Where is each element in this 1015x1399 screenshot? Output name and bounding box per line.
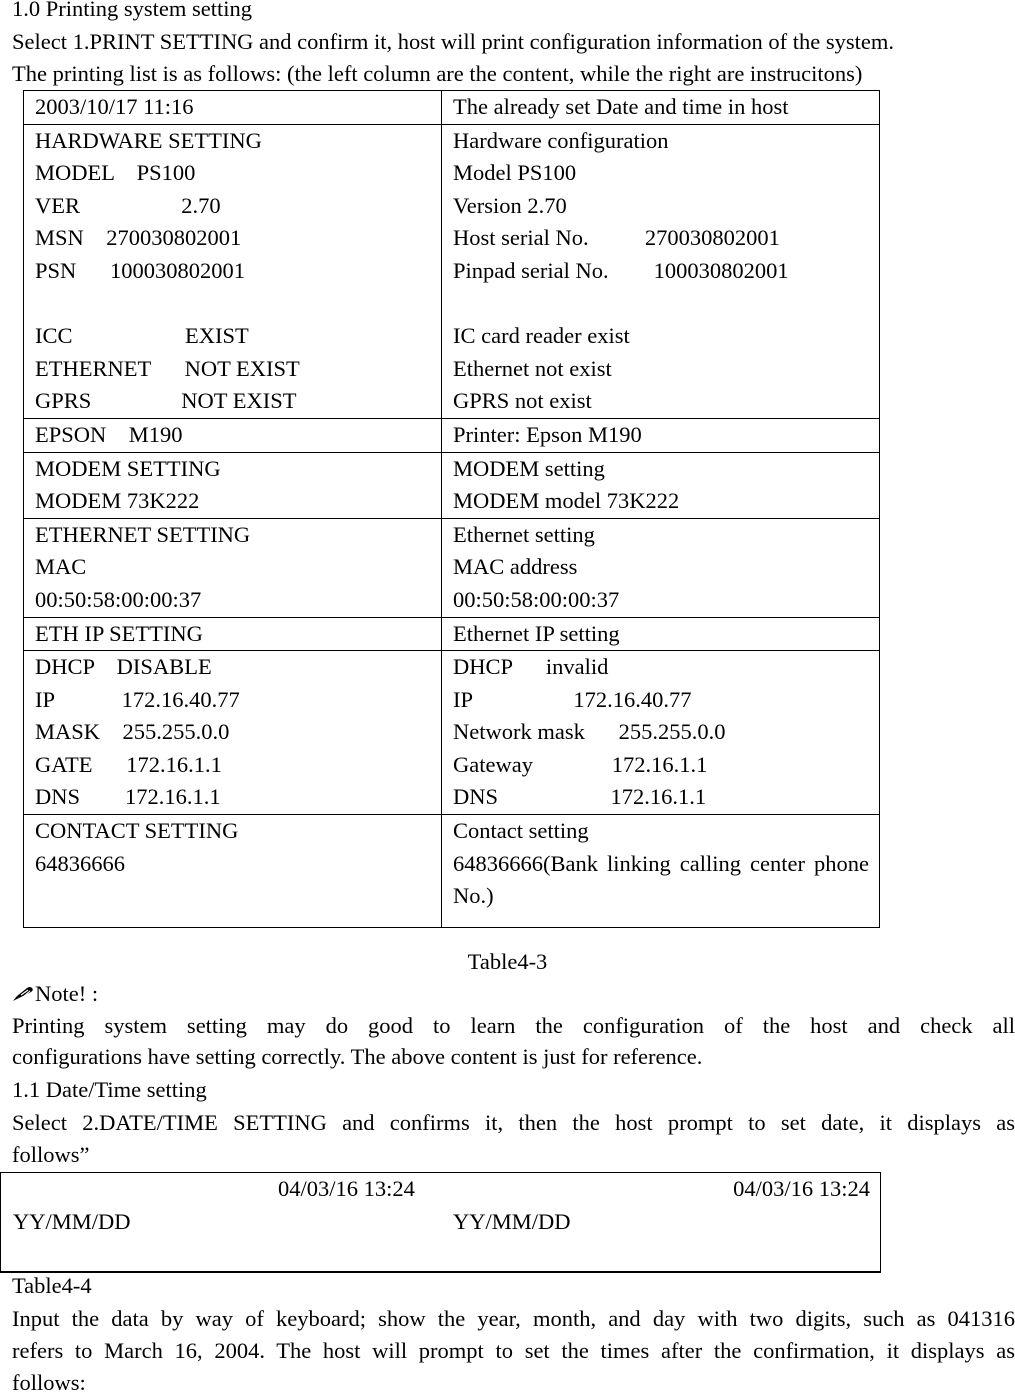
table-4-3-right-line: DNS 172.16.1.1	[453, 784, 707, 810]
heading-printing-system-setting: 1.0 Printing system setting	[12, 0, 253, 21]
table-4-3-right-cell	[442, 124, 880, 418]
table-4-3-right-line: Ethernet IP setting	[453, 620, 620, 646]
table-4-3-right-line: Contact setting	[453, 818, 589, 844]
table-4-3-left-line: EPSON M190	[35, 421, 183, 447]
table-4-3-right-line	[453, 288, 869, 321]
table-4-3-caption: Table4-3	[467, 949, 548, 974]
table-4-3-row	[24, 124, 880, 418]
table-4-3-left-line: GATE 172.16.1.1	[35, 751, 222, 777]
table-4-3-left-line: ICC EXIST	[35, 323, 249, 349]
table-4-3-right-line: Host serial No. 270030802001	[453, 225, 780, 251]
table-4-3-left-line: DNS 172.16.1.1	[35, 784, 221, 810]
table-4-3-row	[24, 651, 880, 815]
table-4-3-left-line: ETH IP SETTING	[35, 620, 203, 646]
note-text-line-1: Printing system setting may do good to learn the configuration of the host and check all	[12, 1013, 1015, 1038]
table-4-3-right-line: 00:50:58:00:00:37	[453, 586, 620, 612]
table-4-3-right-cell	[442, 91, 880, 125]
table-4-3-right-line: DHCP invalid	[453, 654, 609, 680]
table-4-3-right-cell	[442, 617, 880, 651]
table-4-3-left-line: GPRS NOT EXIST	[35, 388, 297, 414]
table-4-3-left-line: MODEM 73K222	[35, 488, 200, 514]
note-pen-icon	[12, 986, 34, 1002]
table-4-3-left-line: IP 172.16.40.77	[35, 686, 240, 712]
table-4-3-left-line	[35, 288, 431, 321]
table-4-3-right-cell	[442, 815, 880, 928]
table-4-3-left-cell	[24, 418, 442, 452]
table-4-3-left-line: HARDWARE SETTING	[35, 127, 262, 153]
table-4-3-left-line: MODEL PS100	[35, 160, 196, 186]
paragraph-input-3: follows:	[12, 1370, 86, 1395]
table-4-3-row	[24, 91, 880, 125]
table-4-3-right-line: Hardware configuration	[453, 127, 669, 153]
paragraph-input-2: refers to March 16, 2004. The host will prompt to set the times after the confirmation, it displays as	[12, 1338, 1015, 1363]
table-4-3-left-cell	[24, 617, 442, 651]
paragraph-print-setting: Select 1.PRINT SETTING and confirm it, host will print configuration information of the system.	[12, 29, 894, 54]
table-4-3-row	[24, 815, 880, 928]
table-4-3-left-line: ETHERNET SETTING	[35, 521, 251, 547]
note-line	[12, 978, 1015, 1010]
note-text-line-2: configurations have setting correctly. The above content is just for reference.	[12, 1044, 703, 1069]
table-4-3-right-line: IP 172.16.40.77	[453, 686, 692, 712]
table-4-4-caption: Table4-4	[12, 1273, 92, 1298]
table-4-3-left-line: MAC	[35, 554, 87, 580]
table-4-3-right-line: MAC address	[453, 554, 578, 580]
table-4-4-left-format: YY/MM/DD	[13, 1209, 131, 1234]
table-4-3-left-line: MODEM SETTING	[35, 455, 221, 481]
table-4-3-right-cell	[442, 651, 880, 815]
table-4-3-right-line: Gateway 172.16.1.1	[453, 751, 708, 777]
table-4-3-row	[24, 518, 880, 617]
table-4-3-right-line: IC card reader exist	[453, 323, 630, 349]
table-4-3-left-cell	[24, 124, 442, 418]
table-4-3-right-line: MODEM setting	[453, 455, 605, 481]
table-4-3-right-line: 64836666(Bank linking calling center phone No.)	[453, 850, 869, 909]
table-4-3-right-line: GPRS not exist	[453, 388, 592, 414]
table-4-3-left-line: PSN 100030802001	[35, 257, 246, 283]
table-4-3-right-cell	[442, 418, 880, 452]
table-4-3-left-line: VER 2.70	[35, 192, 221, 218]
paragraph-input-1: Input the data by way of keyboard; show the year, month, and day with two digits, such as 041316	[12, 1306, 1015, 1331]
table-4-4-left-datetime: 04/03/16 13:24	[278, 1176, 415, 1201]
table-4-3-right-cell	[442, 518, 880, 617]
table-4-3-left-line: 64836666	[35, 850, 125, 876]
note-label: Note! :	[35, 981, 99, 1006]
table-4-3-left-line: DHCP DISABLE	[35, 654, 212, 680]
cell-spacer	[35, 880, 431, 894]
table-4-4-right-datetime: 04/03/16 13:24	[733, 1176, 870, 1201]
table-4-3-row	[24, 418, 880, 452]
paragraph-printing-list: The printing list is as follows: (the left column are the content, while the right are instrucitons)	[12, 61, 863, 86]
table-4-3-right-line: MODEM model 73K222	[453, 488, 680, 514]
table-4-3-body	[24, 91, 880, 928]
table-4-3-left-line: ETHERNET NOT EXIST	[35, 355, 300, 381]
table-4-3-left-cell	[24, 518, 442, 617]
table-4-3-right-line: Ethernet setting	[453, 521, 595, 547]
table-4-3-right-line: Pinpad serial No. 100030802001	[453, 257, 789, 283]
table-4-3-row	[24, 452, 880, 518]
table-4-3-left-line: 2003/10/17 11:16	[35, 94, 194, 119]
table-4-3-left-cell	[24, 91, 442, 125]
table-4-3-left-line: MASK 255.255.0.0	[35, 719, 230, 745]
heading-date-time-setting: 1.1 Date/Time setting	[12, 1077, 207, 1102]
table-4-3-left-line: CONTACT SETTING	[35, 818, 239, 844]
table-4-3-left-cell	[24, 651, 442, 815]
table-4-3-right-line: Model PS100	[453, 160, 577, 186]
table-4-3-left-line: 00:50:58:00:00:37	[35, 586, 202, 612]
table-4-3-right-cell	[442, 452, 880, 518]
table-4-3-left-line: MSN 270030802001	[35, 225, 242, 251]
table-4-3-right-line: Version 2.70	[453, 192, 567, 218]
table-4-3-left-cell	[24, 452, 442, 518]
paragraph-date-setting-1: Select 2.DATE/TIME SETTING and confirms it, then the host prompt to set date, it displays as	[12, 1110, 1015, 1135]
table-4-3-row	[24, 617, 880, 651]
table-4-3-right-line: The already set Date and time in host	[453, 94, 789, 119]
cell-spacer	[453, 913, 869, 927]
table-4-3-right-line: Network mask 255.255.0.0	[453, 719, 726, 745]
table-4-4-right-format: YY/MM/DD	[453, 1209, 571, 1234]
table-4-3-left-cell	[24, 815, 442, 928]
paragraph-date-setting-2: follows”	[12, 1142, 90, 1167]
table-4-3-right-line: Printer: Epson M190	[453, 421, 642, 447]
table-4-3	[23, 90, 880, 928]
table-4-4	[0, 1172, 881, 1273]
table-4-3-right-line: Ethernet not exist	[453, 355, 612, 381]
